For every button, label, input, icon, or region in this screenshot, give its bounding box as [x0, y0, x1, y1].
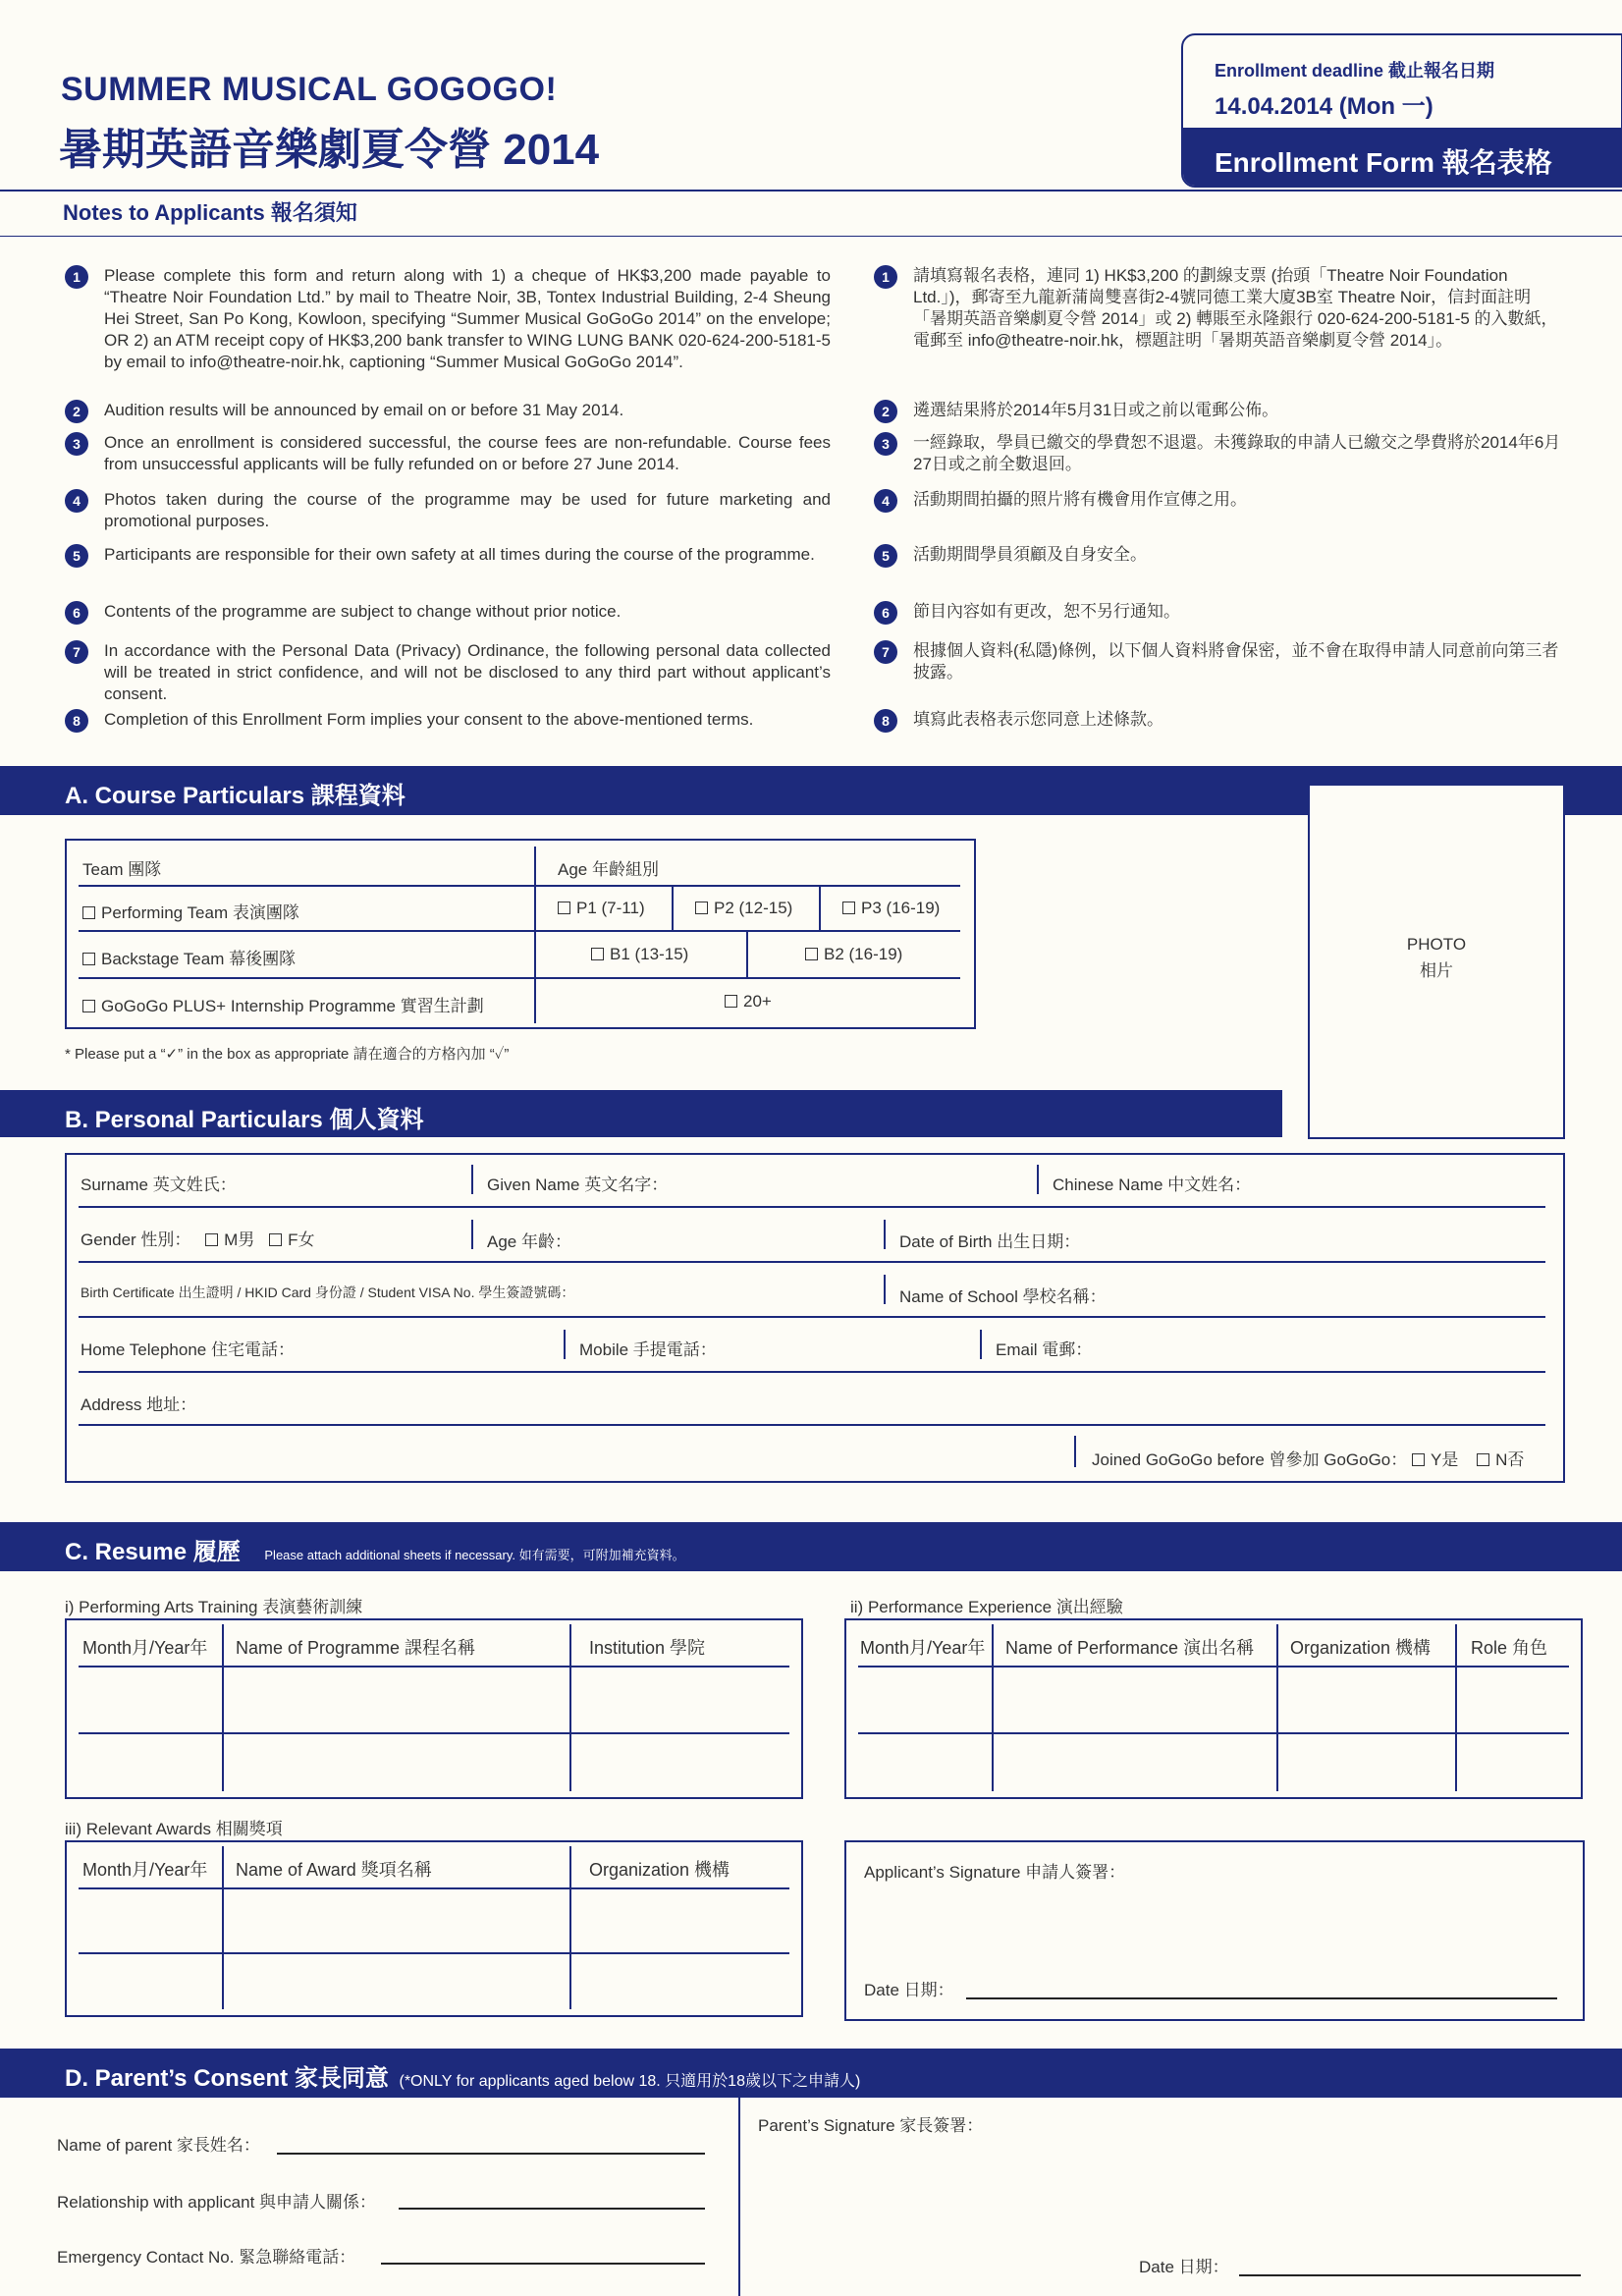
note-zh-7: 根據個人資料(私隱)條例，以下個人資料將會保密，並不會在取得申請人同意前向第三者披露。 [913, 641, 1559, 682]
id-number-label: Birth Certificate 出生證明 / HKID Card 身份證 / Student VISA No. 學生簽證號碼： [81, 1285, 575, 1300]
dob-label: Date of Birth 出生日期： [899, 1232, 1081, 1251]
deadline-label: Enrollment deadline 截止報名日期 [1215, 61, 1495, 81]
divider [0, 236, 1622, 237]
checkbox[interactable] [805, 948, 818, 960]
deadline-box [1181, 33, 1622, 188]
relationship-field[interactable] [399, 2208, 705, 2210]
checkbox[interactable] [842, 902, 855, 914]
table-line [1455, 1624, 1457, 1791]
note-en-7: In accordance with the Personal Data (Privacy) Ordinance, the following personal data collected will be treated in strict confidence, and will not be disclosed to any third part without applicant’s consent. [104, 641, 831, 703]
given-name-label: Given Name 英文名字： [487, 1175, 669, 1194]
note-zh-5: 活動期間學員須顧及自身安全。 [913, 545, 1147, 564]
age-label: Age 年齡： [487, 1232, 571, 1251]
col-organization: Organization 機構 [1290, 1638, 1432, 1658]
age-p2-option[interactable]: P2 (12-15) [695, 899, 792, 918]
age-20-option[interactable]: 20+ [725, 992, 772, 1011]
table-line [534, 847, 536, 1023]
emergency-contact-field[interactable] [381, 2263, 705, 2265]
parent-name-field[interactable] [277, 2153, 705, 2155]
age-b2-option[interactable]: B2 (16-19) [805, 945, 902, 964]
divider [738, 2098, 740, 2296]
checkbox[interactable] [591, 948, 604, 960]
col-institution: Institution 學院 [589, 1638, 706, 1658]
section-d-subtitle: (*ONLY for applicants aged below 18. 只適用於18歲以下之申請人) [399, 2073, 861, 2090]
section-d-header: D. Parent’s Consent 家長同意 (*ONLY for applicants aged below 18. 只適用於18歲以下之申請人) [0, 2049, 1622, 2098]
col-role: Role 角色 [1471, 1638, 1548, 1658]
note-number: 2 [65, 400, 88, 423]
deadline-date: 14.04.2014 (Mon 一) [1215, 93, 1433, 120]
note-number: 4 [874, 489, 897, 513]
age-p3-option[interactable]: P3 (16-19) [842, 899, 940, 918]
table-line [858, 1732, 1569, 1734]
note-number: 7 [874, 640, 897, 664]
section-b-header: B. Personal Particulars 個人資料 [0, 1090, 1282, 1137]
field-divider [1037, 1165, 1039, 1194]
note-number: 3 [65, 432, 88, 456]
col-programme: Name of Programme 課程名稱 [236, 1638, 476, 1658]
photo-label-zh: 相片 [1420, 961, 1453, 980]
gender-label: Gender 性別： M男 F女 [81, 1230, 315, 1249]
note-zh-8: 填寫此表格表示您同意上述條款。 [913, 710, 1163, 729]
note-number: 5 [65, 544, 88, 568]
joined-before-label: Joined GoGoGo before 曾參加 GoGoGo： Y是 N否 [1092, 1450, 1525, 1469]
note-zh-1: 請填寫報名表格，連同 1) HK$3,200 的劃線支票 (抬頭「Theatre Noir Foundation Ltd.」)，郵寄至九龍新蒲崗雙喜街2-4號同德工業大廈3B室 Theatre Noir，信封面註明「暑期英語音樂劇夏令營 2014」或 2) 轉賬至永隆銀行 020-624-200-5181-5 的入數紙，電郵至 info@theatre-noir.hk，標題註明「暑期英語音樂劇夏令營 2014」。 [913, 266, 1558, 350]
surname-field[interactable] [79, 1206, 1545, 1208]
note-zh-6: 節目內容如有更改，恕不另行通知。 [913, 602, 1180, 621]
note-number: 5 [874, 544, 897, 568]
table-line [79, 1732, 789, 1734]
col-month-year: Month月/Year年 [860, 1638, 986, 1658]
title-english: SUMMER MUSICAL GOGOGO! [61, 71, 558, 108]
field-divider [884, 1220, 886, 1249]
parent-name-label: Name of parent 家長姓名： [57, 2136, 260, 2155]
note-zh-2: 遴選結果將於2014年5月31日或之前以電郵公佈。 [913, 401, 1279, 419]
checkbox[interactable] [82, 906, 95, 919]
col-month-year: Month月/Year年 [82, 1638, 208, 1658]
note-en-4: Photos taken during the course of the programme may be used for future marketing and promotional purposes. [104, 490, 831, 530]
checkbox-no[interactable] [1477, 1453, 1489, 1466]
section-a-header: A. Course Particulars 課程資料 [0, 766, 1622, 815]
note-number: 1 [874, 265, 897, 289]
col-performance: Name of Performance 演出名稱 [1005, 1638, 1255, 1658]
note-number: 7 [65, 640, 88, 664]
address-field[interactable] [79, 1424, 1545, 1426]
form-title: Enrollment Form 報名表格 [1183, 128, 1621, 188]
table-line [79, 1952, 789, 1954]
experience-title: ii) Performance Experience 演出經驗 [850, 1598, 1123, 1616]
personal-box [65, 1153, 1565, 1483]
awards-title: iii) Relevant Awards 相關獎項 [65, 1820, 283, 1838]
section-c-header: C. Resume 履歷 Please attach additional sheets if necessary. 如有需要，可附加補充資料。 [0, 1522, 1622, 1571]
age-b1-option[interactable]: B1 (13-15) [591, 945, 688, 964]
note-zh-4: 活動期間拍攝的照片將有機會用作宣傳之用。 [913, 490, 1247, 509]
contact-field[interactable] [79, 1371, 1545, 1373]
field-divider [980, 1330, 982, 1359]
divider [0, 190, 1622, 191]
note-en-1: Please complete this form and return along with 1) a cheque of HK$3,200 made payable to “Theatre Noir Foundation Ltd.” by mail to Theatre Noir, 3B, Tontex Industrial Building, 2-4 Sheung Hei Street, San Po Kong, Kowloon, specifying “Summer Musical GoGoGo 2014” on the envelope; OR 2) an ATM receipt copy of HK$3,200 bank transfer to WING LUNG BANK 020-624-200-5181-5 by email to info@theatre-noir.hk, captioning “Summer Musical GoGoGo 2014”. [104, 266, 831, 371]
note-number: 1 [65, 265, 88, 289]
checkbox[interactable] [82, 953, 95, 965]
note-en-5: Participants are responsible for their own safety at all times during the course of the programme. [104, 545, 815, 564]
note-en-3: Once an enrollment is considered successful, the course fees are non-refundable. Course fees from unsuccessful applicants will be fully refunded on or before 27 June 2014. [104, 433, 831, 473]
checkbox[interactable] [695, 902, 708, 914]
home-tel-label: Home Telephone 住宅電話： [81, 1340, 295, 1359]
id-school-field[interactable] [79, 1316, 1545, 1318]
email-label: Email 電郵： [996, 1340, 1093, 1359]
emergency-contact-label: Emergency Contact No. 緊急聯絡電話： [57, 2248, 356, 2267]
age-header: Age 年齡組別 [558, 860, 659, 879]
table-line [222, 1846, 224, 2009]
checkbox[interactable] [82, 1000, 95, 1012]
checkbox-yes[interactable] [1412, 1453, 1425, 1466]
table-line [1276, 1624, 1278, 1791]
col-month-year: Month月/Year年 [82, 1860, 208, 1880]
checkbox[interactable] [558, 902, 570, 914]
note-number: 2 [874, 400, 897, 423]
address-label: Address 地址： [81, 1395, 197, 1414]
field-divider [564, 1330, 566, 1359]
photo-box[interactable] [1308, 784, 1565, 1139]
age-p1-option[interactable]: P1 (7-11) [558, 899, 645, 918]
school-label: Name of School 學校名稱： [899, 1287, 1107, 1306]
field-divider [471, 1220, 473, 1249]
title-chinese: 暑期英語音樂劇夏令營 2014 [59, 126, 600, 174]
note-number: 4 [65, 489, 88, 513]
parent-date-label: Date 日期： [1139, 2258, 1229, 2276]
table-line [746, 930, 748, 977]
team-header: Team 團隊 [82, 860, 162, 879]
applicant-signature-label: Applicant’s Signature 申請人簽署： [864, 1863, 1126, 1882]
table-line [672, 885, 674, 930]
col-award: Name of Award 獎項名稱 [236, 1860, 432, 1880]
table-line [222, 1624, 224, 1791]
table-line [79, 885, 960, 887]
note-en-8: Completion of this Enrollment Form implies your consent to the above-mentioned terms. [104, 710, 754, 729]
table-line [79, 930, 960, 932]
checkbox-female[interactable] [269, 1233, 282, 1246]
note-zh-3: 一經錄取，學員已繳交的學費恕不退還。未獲錄取的申請人已繳交之學費將於2014年6月27日或之前全數退回。 [913, 433, 1561, 473]
field-divider [471, 1165, 473, 1194]
photo-label: PHOTO [1406, 935, 1467, 954]
note-number: 6 [874, 601, 897, 625]
training-title: i) Performing Arts Training 表演藝術訓練 [65, 1598, 363, 1616]
note-number: 8 [874, 709, 897, 733]
applicant-date-label: Date 日期： [864, 1981, 954, 1999]
table-line [569, 1624, 571, 1791]
note-number: 6 [65, 601, 88, 625]
checkbox[interactable] [725, 995, 737, 1008]
note-en-6: Contents of the programme are subject to change without prior notice. [104, 602, 622, 621]
checkbox-male[interactable] [205, 1233, 218, 1246]
table-line [569, 1846, 571, 2009]
applicant-date-field[interactable] [966, 1997, 1557, 1999]
backstage-team-option[interactable]: Backstage Team 幕後團隊 [82, 945, 296, 969]
table-line [79, 1666, 789, 1667]
table-line [992, 1624, 994, 1791]
checkbox-note: * Please put a “✓” in the box as appropriate 請在適合的方格內加 “✓” [65, 1046, 510, 1063]
field-divider [1074, 1436, 1076, 1467]
section-c-subtitle: Please attach additional sheets if necessary. 如有需要，可附加補充資料。 [264, 1548, 685, 1562]
table-line [79, 1887, 789, 1889]
plus-programme-option[interactable]: GoGoGo PLUS+ Internship Programme 實習生計劃 [82, 992, 484, 1016]
parent-signature-label: Parent’s Signature 家長簽署： [758, 2116, 984, 2135]
relationship-label: Relationship with applicant 與申請人關係： [57, 2193, 377, 2212]
mobile-label: Mobile 手提電話： [579, 1340, 717, 1359]
note-number: 8 [65, 709, 88, 733]
field-divider [884, 1275, 886, 1304]
note-en-2: Audition results will be announced by email on or before 31 May 2014. [104, 401, 624, 419]
table-line [858, 1666, 1569, 1667]
table-line [819, 885, 821, 930]
note-number: 3 [874, 432, 897, 456]
gender-age-field[interactable] [79, 1261, 1545, 1263]
surname-label: Surname 英文姓氏： [81, 1175, 237, 1194]
notes-title: Notes to Applicants 報名須知 [63, 200, 357, 225]
performing-team-option[interactable]: Performing Team 表演團隊 [82, 899, 299, 923]
col-organization: Organization 機構 [589, 1860, 730, 1880]
chinese-name-label: Chinese Name 中文姓名： [1053, 1175, 1252, 1194]
parent-date-field[interactable] [1239, 2274, 1581, 2276]
table-line [79, 977, 960, 979]
